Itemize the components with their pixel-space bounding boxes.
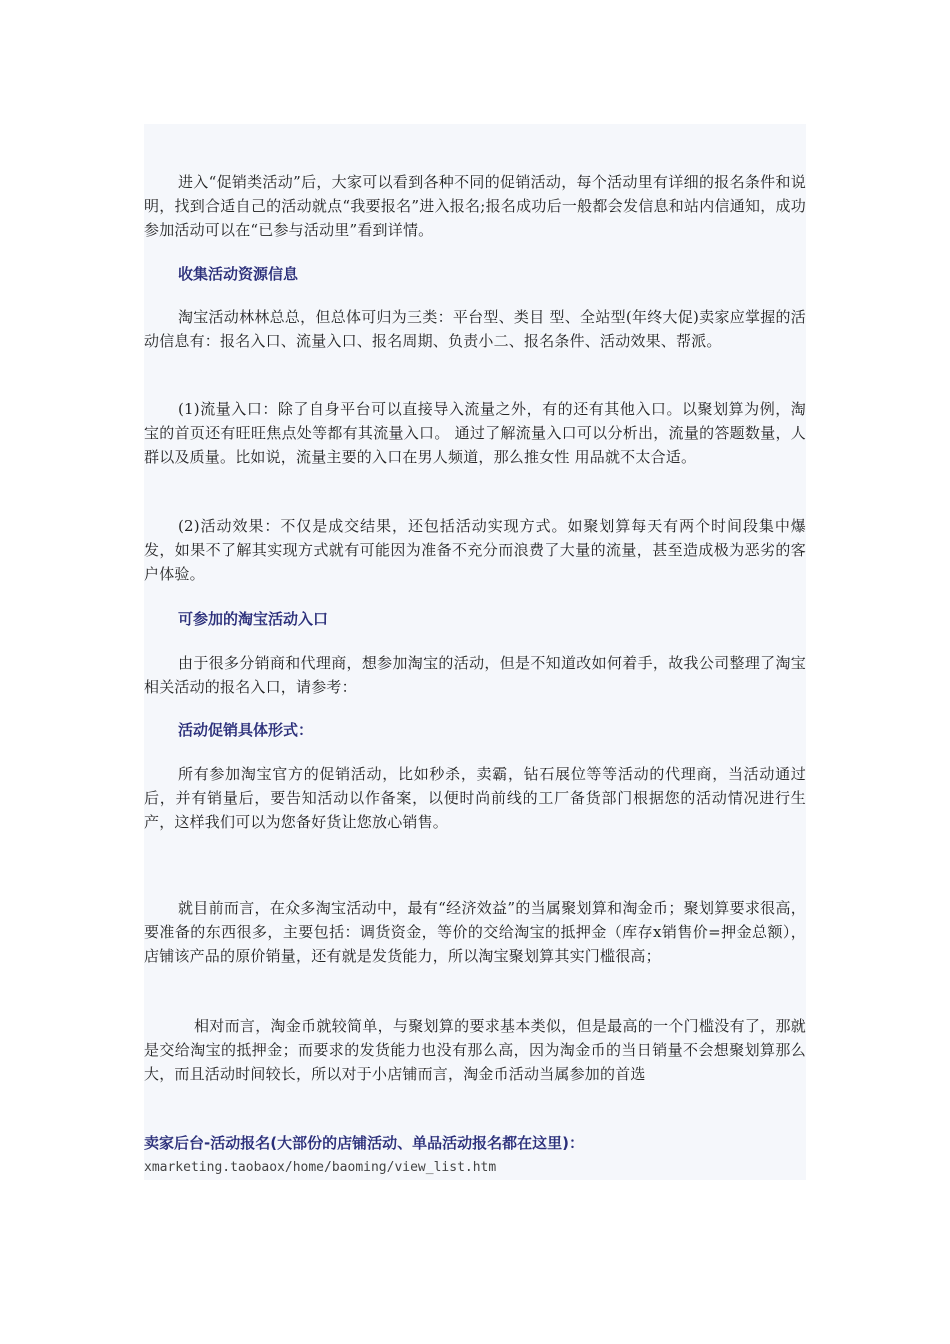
- traffic-entry-paragraph: (1)流量入口：除了自身平台可以直接导入流量之外，有的还有其他入口。以聚划算为例，淘宝的首页还有旺旺焦点处等都有其流量入口。 通过了解流量入口可以分析出，流量的答题数量，人群以及质量。比如说，流量主要的入口在男人频道，那么推女性 用品就不太合适。: [144, 400, 806, 466]
- distributor-paragraph: 由于很多分销商和代理商，想参加淘宝的活动，但是不知道改如何着手，故我公司整理了淘宝相关活动的报名入口，请参考：: [144, 654, 806, 696]
- intro-paragraph: 进入“促销类活动”后，大家可以看到各种不同的促销活动，每个活动里有详细的报名条件和说明，找到合适自己的活动就点“我要报名”进入报名;报名成功后一般都会发信息和站内信通知，成功参加活动可以在“已参与活动里”看到详情。: [144, 173, 806, 239]
- signup-url[interactable]: xmarketing.taobaox/home/baoming/view_list.htm: [144, 1160, 497, 1175]
- seller-backend-heading: 卖家后台-活动报名(大部份的店铺活动、单品活动报名都在这里)：: [144, 1134, 584, 1152]
- section-heading-promo-form: 活动促销具体形式：: [178, 721, 314, 739]
- activity-effect-paragraph: (2)活动效果：不仅是成交结果，还包括活动实现方式。如聚划算每天有两个时间段集中爆发，如果不了解其实现方式就有可能因为准备不充分而浪费了大量的流量，甚至造成极为恶劣的客户体验。: [144, 517, 806, 583]
- promo-agent-paragraph: 所有参加淘宝官方的促销活动，比如秒杀，卖霸，钻石展位等等活动的代理商，当活动通过后，并有销量后，要告知活动以作备案，以便时尚前线的工厂备货部门根据您的活动情况进行生产，这样我们可以为您备好货让您放心销售。: [144, 765, 806, 831]
- taojinbi-paragraph: 相对而言，淘金币就较简单，与聚划算的要求基本类似，但是最高的一个门槛没有了，那就是交给淘宝的抵押金；而要求的发货能力也没有那么高，因为淘金币的当日销量不会想聚划算那么大，而且活动时间较长，所以对于小店铺而言，淘金币活动当属参加的首选: [144, 1017, 806, 1083]
- activity-types-paragraph: 淘宝活动林林总总，但总体可归为三类：平台型、类目 型、全站型(年终大促)卖家应掌握的活动信息有：报名入口、流量入口、报名周期、负责小二、报名条件、活动效果、帮派。: [144, 308, 806, 350]
- section-heading-collect-info: 收集活动资源信息: [178, 265, 299, 283]
- juhuasuan-paragraph: 就目前而言，在众多淘宝活动中，最有“经济效益”的当属聚划算和淘金币；聚划算要求很高，要准备的东西很多，主要包括：调货资金，等价的交给淘宝的抵押金（库存x销售价=押金总额），店铺该产品的原价销量，还有就是发货能力，所以淘宝聚划算其实门槛很高；: [144, 899, 806, 965]
- section-heading-entry: 可参加的淘宝活动入口: [178, 610, 329, 628]
